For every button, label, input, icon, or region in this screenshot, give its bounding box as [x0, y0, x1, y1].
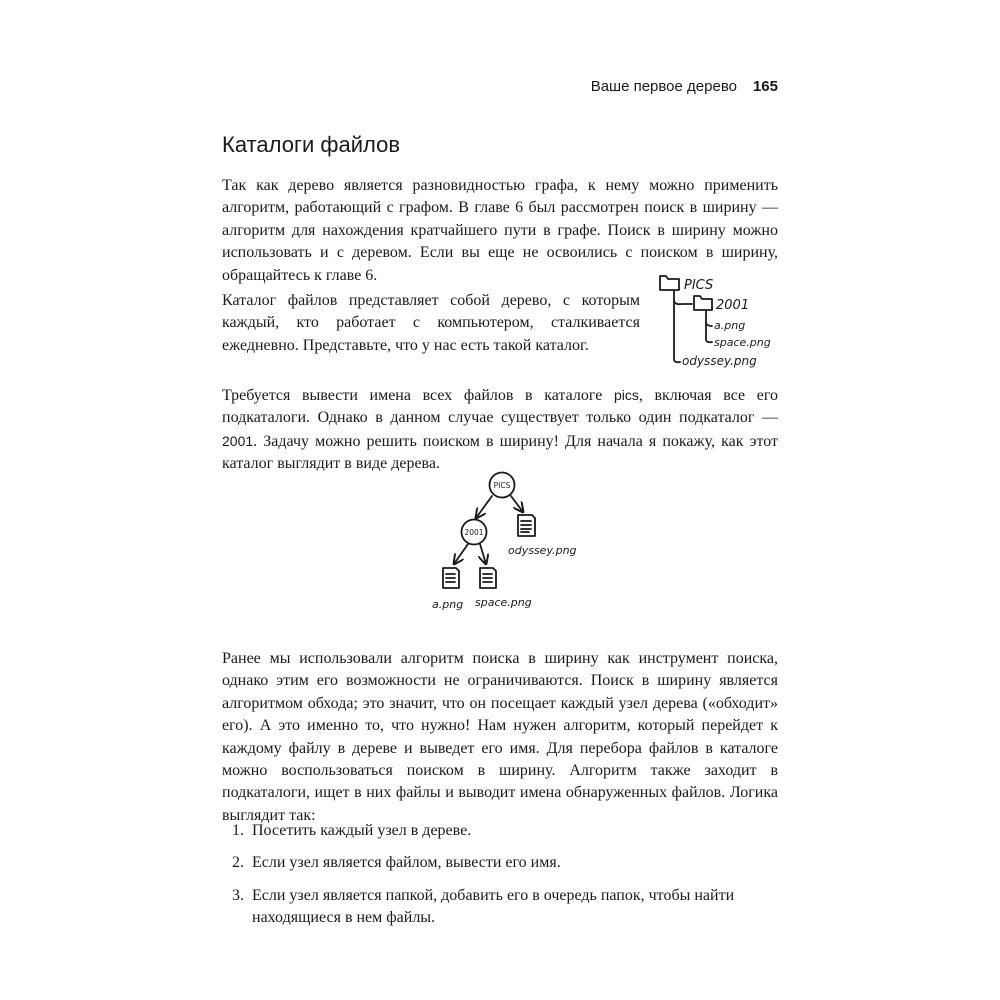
- step-number: 2.: [232, 854, 244, 872]
- paragraph-traversal: Ранее мы использовали алгоритм поиска в ширину как инструмент поиска, однако этим его возможности не ограничиваются. Поиск в ширину является алгоритмом обхода; это значит, что он посещает каждый узел дерева («обходит» его). А это именно то, что нужно! Нам нужен алгоритм, который перейдет к каждому файлу в дереве и выведет его имя. Для перебора файлов в каталоге можно воспользоваться поиском в ширину. Алгоритм также заходит в подкаталоги, ищет в них файлы и выводит имена обнаруженных файлов. Логика выглядит так:: [222, 650, 778, 824]
- file-icon: [518, 515, 535, 536]
- paragraph-task: [222, 384, 778, 476]
- running-title: Ваше первое дерево: [590, 78, 737, 95]
- running-head: [591, 78, 778, 95]
- paragraph-task-text-3: . Задачу можно решить поиском в ширину! Для начала я покажу, как этот каталог выглядит в виде дерева.: [222, 432, 778, 473]
- section-title: Каталоги файлов: [222, 132, 401, 157]
- sketch-file-odyssey: odyssey.png: [682, 354, 757, 368]
- tree-edge-2001-space: [480, 544, 486, 564]
- sketch-subfolder-label: 2001: [716, 298, 750, 313]
- tree-file-space: space.png: [475, 596, 532, 609]
- paragraph-task-text-2: , включая все его подкаталоги. Однако в данном случае существует только один подкаталог —: [222, 387, 778, 427]
- list-item: [222, 820, 778, 842]
- file-icon: [480, 568, 496, 588]
- paragraph-directory: Каталог файлов представляет собой дерево, с которым каждый, кто работает с компьютером, сталкивается ежедневно. Представьте, что у нас есть такой каталог.: [222, 292, 640, 354]
- tree-edge-root-odyssey: [511, 496, 523, 512]
- step-text: Посетить каждый узел в дереве.: [252, 822, 472, 839]
- page-number: 165: [752, 78, 778, 95]
- tree-file-a: a.png: [432, 598, 464, 611]
- sketch-branch-2001: [674, 301, 692, 304]
- inline-code-pics: pics: [613, 387, 639, 403]
- paragraph-intro: Так как дерево является разновидностью графа, к нему можно применить алгоритм, работающий с графом. В главе 6 был рассмотрен поиск в ширину — алгоритм для нахождения кратчайшего пути в графе. Поиск в ширину можно использовать и с деревом. Если вы еще не освоились с поиском в ширину, обращайтесь к главе 6.: [222, 177, 778, 284]
- sketch-root-label: PICS: [684, 278, 714, 293]
- sketch-file-a: a.png: [714, 319, 746, 332]
- directory-tree-diagram: [420, 468, 590, 618]
- step-text: Если узел является файлом, вывести его имя.: [252, 854, 561, 872]
- inline-code-2001: 2001: [222, 432, 254, 449]
- directory-listing-sketch: [652, 268, 792, 372]
- step-text: Если узел является папкой, добавить его в очередь папок, чтобы найти находящиеся в нем файлы.: [252, 886, 735, 927]
- tree-file-odyssey: odyssey.png: [508, 544, 577, 557]
- folder-icon: [660, 276, 679, 290]
- tree-node-2001-label: 2001: [464, 528, 484, 537]
- sketch-branch-a: [706, 323, 712, 326]
- tree-node-root-label: PICS: [493, 481, 511, 490]
- paragraph-task-text-1: Требуется вывести имена всех файлов в каталоге: [222, 387, 614, 404]
- folder-icon: [694, 296, 712, 310]
- algorithm-steps: [222, 820, 778, 940]
- file-icon: [443, 568, 459, 588]
- tree-edge-root-2001: [476, 496, 492, 518]
- list-item: [222, 852, 778, 874]
- step-number: 1.: [232, 822, 244, 839]
- sketch-file-space: space.png: [714, 336, 771, 349]
- list-item: [222, 885, 778, 930]
- tree-edge-2001-a: [454, 544, 468, 564]
- step-number: 3.: [232, 886, 244, 904]
